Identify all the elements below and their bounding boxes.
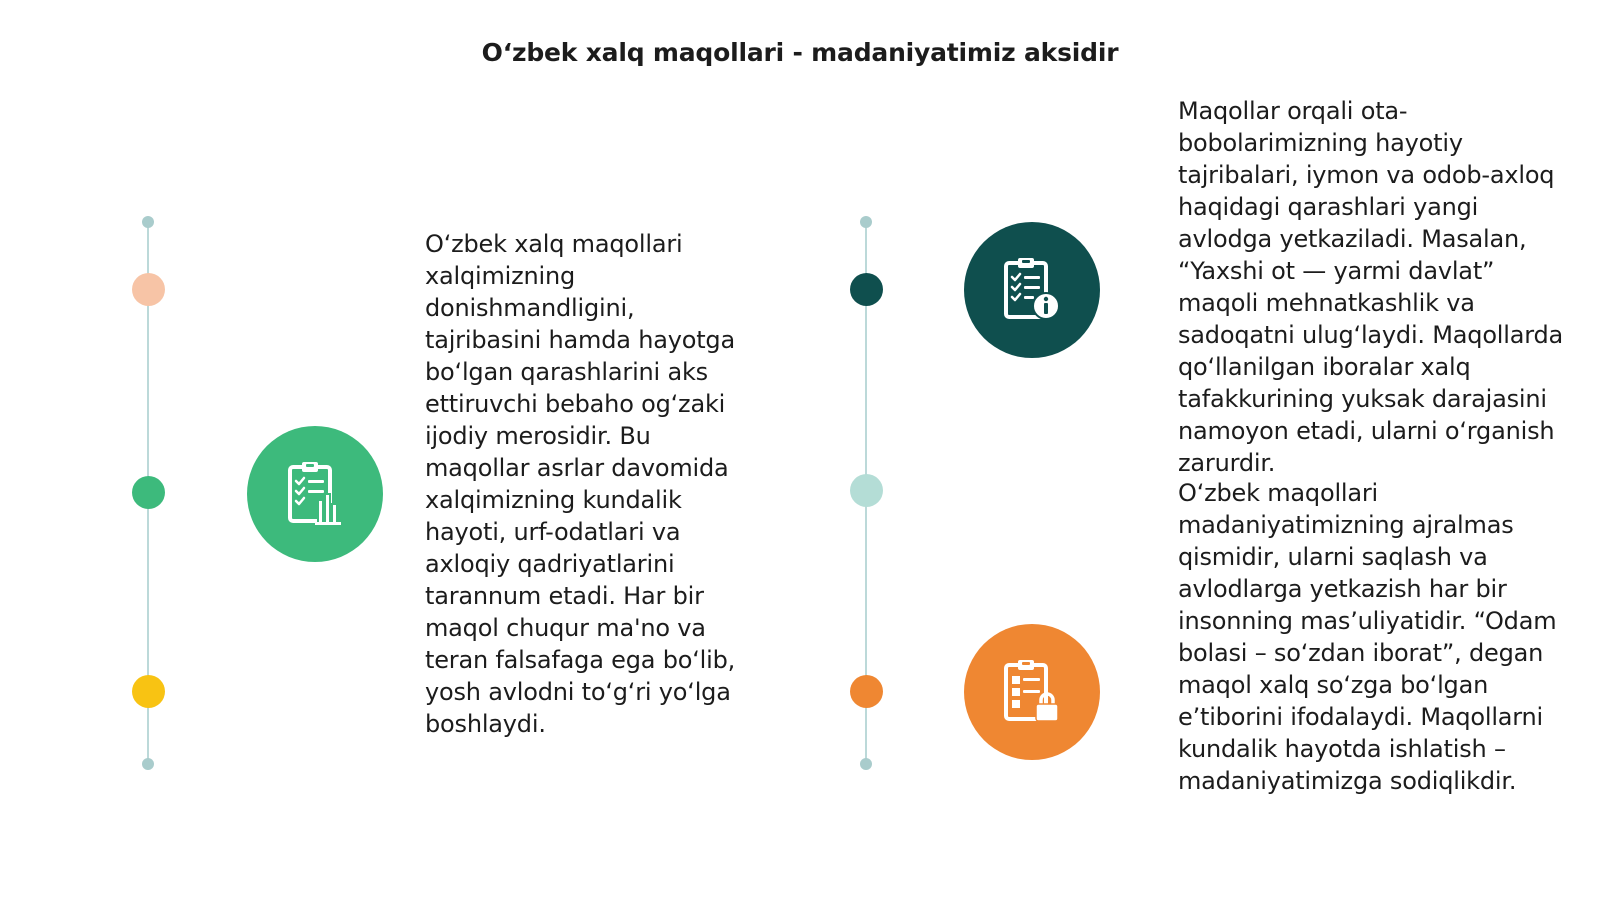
right-top-description: Maqollar orqali ota-bobolarimizning hayotiy tajribalari, iymon va odob-axloq haqidagi qarashlari yangi avlodga yetkaziladi. Masalan, “Yaxshi ot — yarmi davlat” maqoli mehnatkashlik va sadoqatni ulug‘laydi. Maqollarda qo‘llanilgan iboralar xalq tafakkurining yuksak darajasini namoyon etadi, ularni o‘rganish zarurdir. (1178, 97, 1564, 477)
right-timeline-mint-dot (850, 474, 883, 507)
clipboard-chart-icon (279, 458, 351, 530)
right-bottom-description: O‘zbek maqollari madaniyatimizning ajralmas qismidir, ularni saqlash va avlodlarga yetkazish har bir insonning mas’uliyatidir. “Odam bolasi – so‘zdan iborat”, degan maqol xalq so‘zga bo‘lgan e’tiborini ifodalaydi. Maqollarni kundalik hayotda ishlatish – madaniyatimizga sodiqlikdir. (1178, 479, 1557, 795)
left-description: O‘zbek xalq maqollari xalqimizning donishmandligini, tajribasini hamda hayotga bo‘lgan qarashlarini aks ettiruvchi bebaho og‘zaki ijodiy merosidir. Bu maqollar asrlar davomida xalqimizning kundalik hayoti, urf-odatlari va axloqiy qadriyatlarini tarannum etadi. Har bir maqol chuqur ma'no va teran falsafaga ega bo‘lib, yosh avlodni to‘g‘ri yo‘lga boshlaydi. (425, 230, 736, 738)
left-timeline-peach-dot (132, 273, 165, 306)
right-top-badge (964, 222, 1100, 358)
right-timeline-top-cap (860, 216, 872, 228)
right-timeline-bottom-cap (860, 758, 872, 770)
left-timeline-top-cap (142, 216, 154, 228)
page-title: O‘zbek xalq maqollari - madaniyatimiz aksidir (481, 38, 1119, 67)
right-timeline-teal-dot (850, 273, 883, 306)
left-badge (247, 426, 383, 562)
clipboard-info-icon (996, 254, 1068, 326)
left-timeline-green-dot (132, 476, 165, 509)
left-timeline-bottom-cap (142, 758, 154, 770)
clipboard-lock-icon (996, 656, 1068, 728)
right-timeline-orange-dot (850, 675, 883, 708)
left-timeline-yellow-dot (132, 675, 165, 708)
right-bottom-badge (964, 624, 1100, 760)
